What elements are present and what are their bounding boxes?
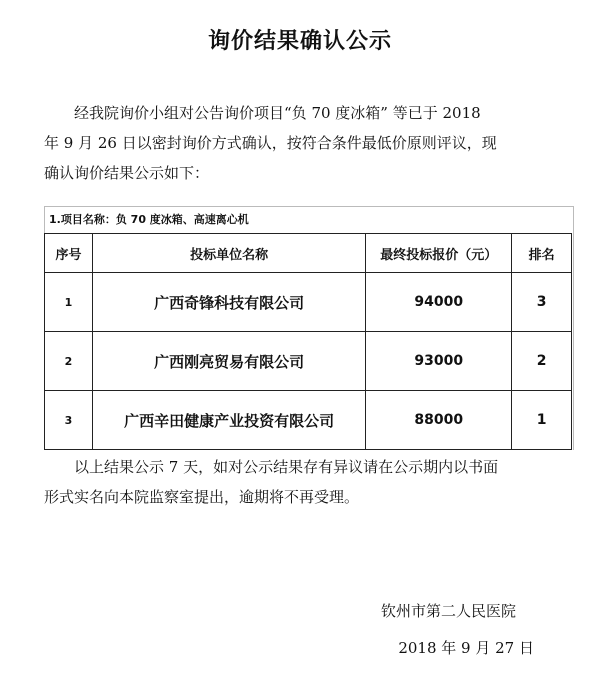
results-table xyxy=(44,233,572,450)
row-company: 广西辛田健康产业投资有限公司 xyxy=(93,391,366,450)
signature-date: 2018 年 9 月 27 日 xyxy=(398,639,534,657)
intro-line-3: 确认询价结果公示如下： xyxy=(44,164,210,182)
row-price: 88000 xyxy=(366,391,512,450)
header-price: 最终投标报价（元） xyxy=(366,234,512,273)
header-no: 序号 xyxy=(45,234,93,273)
closing-line-2: 形式实名向本院监察室提出，逾期将不再受理。 xyxy=(44,488,360,506)
row-rank: 3 xyxy=(512,273,572,332)
row-price: 93000 xyxy=(366,332,512,391)
row-company: 广西刚亮贸易有限公司 xyxy=(93,332,366,391)
results-table-container xyxy=(44,206,574,450)
header-company: 投标单位名称 xyxy=(93,234,366,273)
page-title: 询价结果确认公示 xyxy=(207,29,392,54)
intro-paragraph xyxy=(44,98,554,188)
header-rank: 排名 xyxy=(512,234,572,273)
intro-line-1: 经我院询价小组对公告询价项目“负 70 度冰箱” 等已于 2018 xyxy=(74,104,481,122)
intro-line-2: 年 9 月 26 日以密封询价方式确认，按符合条件最低价原则评议，现 xyxy=(44,134,497,152)
signature-organization: 钦州市第二人民医院 xyxy=(380,602,516,620)
row-price: 94000 xyxy=(366,273,512,332)
table-row xyxy=(45,391,572,450)
row-company: 广西奇锋科技有限公司 xyxy=(93,273,366,332)
row-no: 2 xyxy=(45,332,93,391)
row-no: 3 xyxy=(45,391,93,450)
table-header-row xyxy=(45,234,572,273)
table-row xyxy=(45,332,572,391)
closing-paragraph xyxy=(44,452,554,512)
table-row xyxy=(45,273,572,332)
project-name: 1.项目名称：负 70 度冰箱、高速离心机 xyxy=(49,213,249,226)
closing-line-1: 以上结果公示 7 天，如对公示结果存有异议请在公示期内以书面 xyxy=(74,458,499,476)
row-no: 1 xyxy=(45,273,93,332)
row-rank: 1 xyxy=(512,391,572,450)
row-rank: 2 xyxy=(512,332,572,391)
